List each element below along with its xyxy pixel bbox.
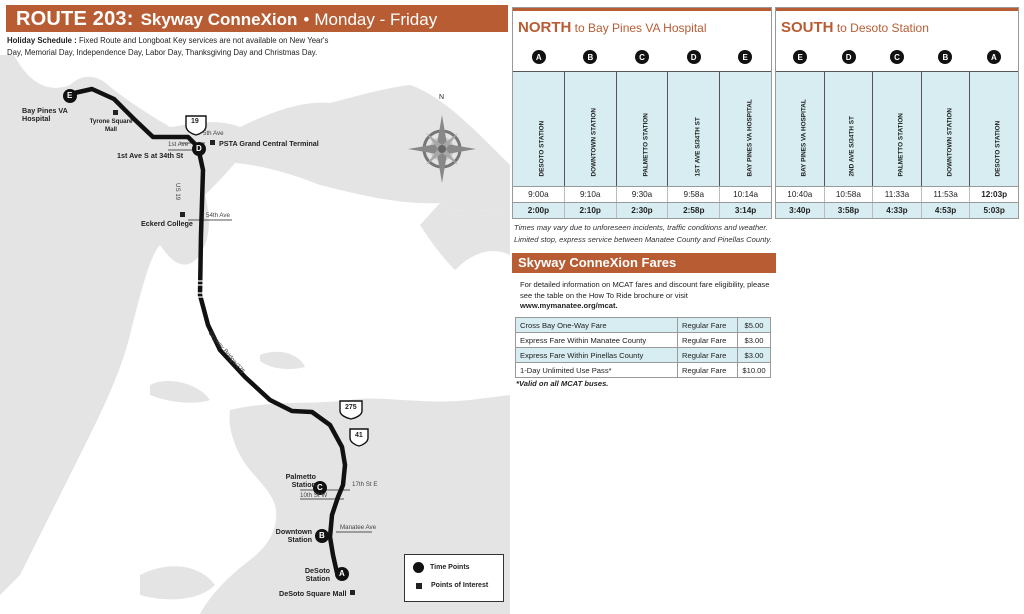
route-number: ROUTE 203: <box>16 8 134 30</box>
legend-poi: Points of Interest <box>431 582 489 589</box>
stop-c-name: Palmetto Station <box>285 472 316 489</box>
north-stop-header: PALMETTO STATION <box>642 113 650 177</box>
us19-number: 19 <box>191 118 199 125</box>
street-manatee: Manatee Ave <box>340 524 377 531</box>
north-stop-header: DESOTO STATION <box>538 120 546 177</box>
holiday-label: Holiday Schedule : <box>7 36 77 45</box>
fares-table <box>515 317 771 378</box>
south-time: 10:40a <box>787 190 813 199</box>
street-54th-ave: 54th Ave <box>206 212 230 219</box>
fares-intro <box>520 280 776 312</box>
north-time: 2:30p <box>616 203 668 218</box>
schedule-notes <box>514 222 772 246</box>
south-time: 10:58a <box>824 187 873 202</box>
north-trip-row <box>513 202 771 218</box>
north-letter: A <box>532 50 546 64</box>
south-stop-header: DESOTO STATION <box>994 120 1002 177</box>
south-time: 11:53a <box>921 187 970 202</box>
fare-name: Cross Bay One-Way Fare <box>516 318 678 333</box>
poi-desoto-mall-label: DeSoto Square Mall <box>279 589 347 598</box>
north-time: 2:00p <box>527 206 550 215</box>
stop-d-name: 1st Ave S at 34th St <box>117 151 184 160</box>
time-point-icon <box>413 562 424 573</box>
north-letter: E <box>738 50 752 64</box>
fare-type: Regular Fare <box>678 348 738 363</box>
fare-row <box>516 363 771 378</box>
south-time: 11:33a <box>872 187 921 202</box>
north-title-bold: NORTH <box>518 19 572 36</box>
fare-price: $3.00 <box>738 348 771 363</box>
poi-icon <box>416 583 422 589</box>
south-stop-header: BAY PINES VA HOSPITAL <box>800 99 808 177</box>
south-time: 4:33p <box>872 203 921 218</box>
i275-number: 275 <box>345 404 357 411</box>
north-time: 3:14p <box>719 203 771 218</box>
north-trip-row <box>513 186 771 202</box>
street-5th-ave: 5th Ave <box>203 130 224 137</box>
fare-row <box>516 348 771 363</box>
south-stop-header: 2ND AVE S/34TH ST <box>848 116 856 177</box>
south-title <box>776 11 1018 43</box>
holiday-text: Fixed Route and Longboat Key services are not available on New Year's Day, Memorial Day, Independence Day, Labor Day, Thanksgiving Day and Christmas Day. <box>7 36 329 57</box>
north-title-rest: to Bay Pines VA Hospital <box>574 21 707 35</box>
north-time: 9:30a <box>616 187 668 202</box>
north-time: 10:14a <box>719 187 771 202</box>
north-letter: B <box>583 50 597 64</box>
south-stop-headers <box>776 71 1018 186</box>
north-stop-header: DOWNTOWN STATION <box>590 107 598 177</box>
poi-psta <box>210 140 215 145</box>
south-title-bold: SOUTH <box>781 19 834 36</box>
south-letter: E <box>793 50 807 64</box>
north-time: 9:10a <box>564 187 616 202</box>
south-letter: D <box>842 50 856 64</box>
stop-b-name: Downtown Station <box>275 527 312 544</box>
fare-type: Regular Fare <box>678 333 738 348</box>
north-stop-header: 1ST AVE S/34TH ST <box>694 117 702 177</box>
poi-psta-label: PSTA Grand Central Terminal <box>219 139 319 148</box>
poi-desoto-mall <box>350 590 355 595</box>
south-trip-row <box>776 202 1018 218</box>
fares-intro-text: For detailed information on MCAT fares and discount fare eligibility, please see the table on the How To Ride brochure or visit <box>520 280 770 300</box>
north-stop-headers <box>513 71 771 186</box>
stop-a-name: DeSoto Station <box>304 566 330 583</box>
south-letter: C <box>890 50 904 64</box>
south-trip-row <box>776 186 1018 202</box>
stop-e-letter: E <box>67 91 73 100</box>
compass-north-label: N <box>439 94 445 101</box>
fare-name: 1-Day Unlimited Use Pass* <box>516 363 678 378</box>
street-us19: US 19 <box>174 183 181 201</box>
south-letter: A <box>987 50 1001 64</box>
stop-c-letter: C <box>317 483 323 492</box>
fare-name: Express Fare Within Manatee County <box>516 333 678 348</box>
fares-footnote: *Valid on all MCAT buses. <box>516 379 609 388</box>
schedule-note-2: Limited stop, express service between Manatee County and Pinellas County. <box>514 235 772 244</box>
land-south-coast <box>140 566 215 599</box>
route-map <box>0 55 510 614</box>
route-header <box>6 5 508 32</box>
north-time: 9:58a <box>667 187 719 202</box>
south-stop-header: DOWNTOWN STATION <box>946 107 954 177</box>
south-timepoint-letters <box>776 43 1018 71</box>
stop-d-letter: D <box>196 144 202 153</box>
map-legend <box>404 554 504 602</box>
route-name: Skyway ConneXion <box>140 10 298 29</box>
south-stop-header: PALMETTO STATION <box>897 113 905 177</box>
south-time: 5:03p <box>969 203 1018 218</box>
stop-e-name: Bay Pines VA Hospital <box>22 106 68 123</box>
south-title-rest: to Desoto Station <box>836 21 929 35</box>
street-17th: 17th St E <box>352 481 378 488</box>
south-letter: B <box>938 50 952 64</box>
fares-url-link[interactable]: www.mymanatee.org/mcat. <box>520 301 618 310</box>
north-time: 9:00a <box>528 190 549 199</box>
schedule-note-1: Times may vary due to unforeseen incidents, traffic conditions and weather. <box>514 223 768 232</box>
fare-row <box>516 318 771 333</box>
poi-tyrone-mall <box>113 110 118 115</box>
south-schedule <box>775 7 1019 219</box>
fares-title: Skyway ConneXion Fares <box>512 253 776 273</box>
south-time: 3:58p <box>824 203 873 218</box>
poi-eckerd-label: Eckerd College <box>141 219 193 228</box>
fare-price: $3.00 <box>738 333 771 348</box>
north-title <box>513 11 771 43</box>
north-timepoint-letters <box>513 43 771 71</box>
fare-row <box>516 333 771 348</box>
fare-name: Express Fare Within Pinellas County <box>516 348 678 363</box>
fare-price: $10.00 <box>738 363 771 378</box>
poi-eckerd <box>180 212 185 217</box>
us41-number: 41 <box>355 432 363 439</box>
street-1st-ave: 1st Ave <box>168 141 189 148</box>
north-schedule <box>512 7 772 219</box>
south-time: 3:40p <box>789 206 811 215</box>
south-time: 4:53p <box>921 203 970 218</box>
fare-type: Regular Fare <box>678 318 738 333</box>
fare-price: $5.00 <box>738 318 771 333</box>
north-letter: D <box>687 50 701 64</box>
header-separator: • <box>303 10 310 29</box>
fare-type: Regular Fare <box>678 363 738 378</box>
legend-time-points: Time Points <box>430 564 470 571</box>
north-stop-header: BAY PINES VA HOSPITAL <box>746 99 754 177</box>
north-time: 2:10p <box>564 203 616 218</box>
south-time: 12:03p <box>969 187 1018 202</box>
stop-b-letter: B <box>319 531 325 540</box>
land-peninsula <box>420 203 510 270</box>
street-10th: 10th St W <box>300 492 328 499</box>
street-skyway: Skyway Bridge/275 <box>206 330 247 376</box>
north-letter: C <box>635 50 649 64</box>
stop-a-letter: A <box>339 569 345 578</box>
poi-tyrone-label: Tyrone Square Mall <box>89 118 133 133</box>
service-days: Monday - Friday <box>314 10 438 29</box>
north-time: 2:58p <box>667 203 719 218</box>
